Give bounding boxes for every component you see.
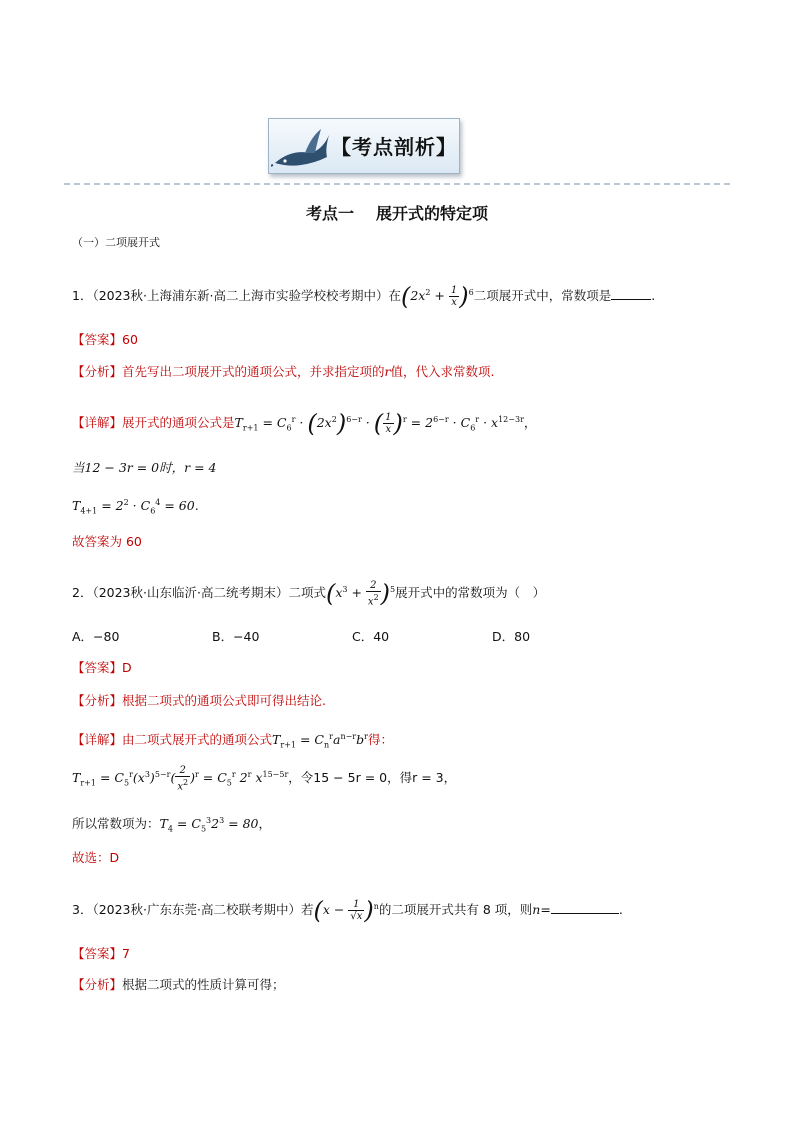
section-title-name: 展开式的特定项: [376, 204, 489, 223]
q3-expression: (x − $\frac{1}{√x}$ )$^n$: [313, 896, 379, 925]
q3-answer-blank[interactable]: [551, 913, 619, 914]
q2-detail: 【详解】由二项式展开式的通项公式$T_{r+1} = C_n^ra^{n-r}b^r$得：: [72, 732, 393, 750]
q1-step2: $T_{4+1} = 2^2 \cdot C_6^4 = 60$.: [72, 498, 199, 516]
banner-label: 【考点剖析】: [331, 135, 457, 159]
q2-analysis: 【分析】根据二项式的通项公式即可得出结论.: [72, 693, 326, 708]
q1-step1: 当12 − 3r = 0时，r = 4: [72, 460, 217, 475]
q2-option-a[interactable]: A．−80: [72, 629, 120, 644]
section-divider: [64, 183, 730, 185]
swordfish-icon: [271, 119, 333, 173]
q2-conclusion: 故选：D: [72, 850, 120, 865]
q2-stem: 2．（2023秋·山东临沂·高二统考期末）二项式($x^3$ + $\frac{2}{x^2}$ )$^5$展开式中的常数项为（ ）: [72, 579, 546, 608]
subheading: （一）二项展开式: [72, 236, 160, 249]
q2-expression: ($x^3$ + $\frac{2}{x^2}$ )$^5$: [325, 579, 396, 608]
section-banner: [268, 118, 460, 174]
q2-option-c[interactable]: C．40: [352, 629, 390, 644]
q1-expression: ($2x^2$ + $\frac{1}{x}$ )$^6$: [400, 282, 474, 311]
q2-options: [72, 628, 632, 646]
q3-answer: 【答案】7: [72, 946, 130, 961]
q2-answer: 【答案】D: [72, 660, 132, 675]
q1-answer-blank[interactable]: [611, 299, 651, 300]
section-title: [0, 201, 794, 224]
q1-detail: 【详解】展开式的通项公式是$T_{r+1} = C_6^r \cdot (2x^2)^{6-r}$ · ( $\frac{1}{x}$ )$^r = 2^{6-r} \cdot C_6^r \cdot x^{12-3r}$，: [72, 409, 537, 438]
q1-conclusion: 故答案为 60: [72, 534, 142, 549]
section-title-prefix: 考点一: [305, 204, 354, 223]
q2-option-b[interactable]: B．−40: [212, 629, 260, 644]
q1-general-term: $T_{r+1} = C_6^r \cdot (2x^2)^{6-r}$ · ( $\frac{1}{x}$ )$^r = 2^{6-r} \cdot C_6^r \cdot x^{12-3r}$: [234, 409, 524, 438]
q1-answer: 【答案】60: [72, 332, 138, 347]
q2-option-d[interactable]: D．80: [492, 629, 531, 644]
q1-analysis: 【分析】首先写出二项展开式的通项公式，并求指定项的r值，代入求常数项.: [72, 364, 495, 379]
q3-stem: 3．（2023秋·广东东莞·高二校联考期中）若(x − $\frac{1}{√x}$ )$^n$的二项展开式共有 8 项，则n= .: [72, 896, 623, 925]
q2-step1: $T_{r+1} = C_5^r(x^3)^{5-r}$( $\frac{2}{x^2}$ )$^r = C_5^r$ 2$^r$ $x^{15-5r}$，令15 − 5r = 0，得r = 3，: [72, 765, 457, 793]
q2-step2: 所以常数项为：$T_4 = C_5^32^3 = 80$，: [72, 816, 272, 834]
q1-stem: 1．（2023秋·上海浦东新·高二上海市实验学校校考期中）在($2x^2$ + $\frac{1}{x}$ )$^6$二项展开式中，常数项是 .: [72, 282, 656, 311]
q3-analysis: 【分析】根据二项式的性质计算可得；: [72, 977, 285, 992]
